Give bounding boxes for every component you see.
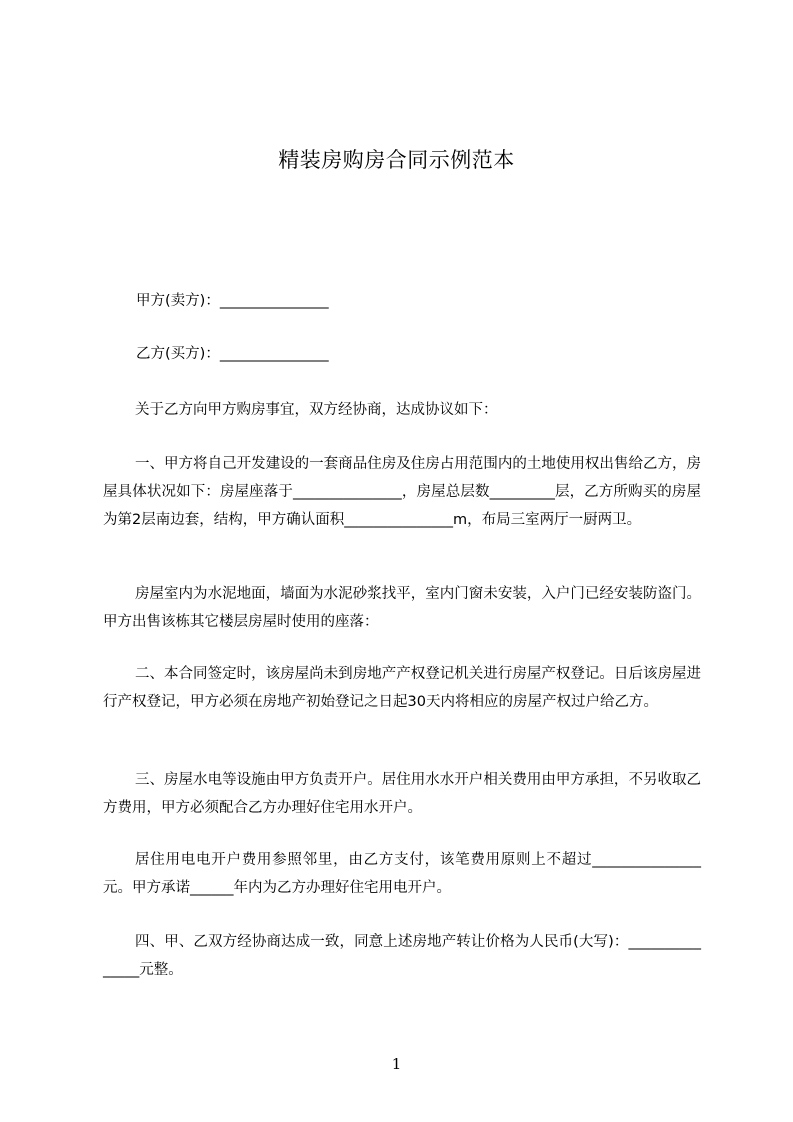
clause-4-paragraph: 四、甲、乙双方经协商达成一致，同意上述房地产转让价格为人民币(大写)：_______________元整。 — [103, 934, 701, 978]
clause-1-paragraph: 一、甲方将自己开发建设的一套商品住房及住房占用范围内的土地使用权出售给乙方，房屋具体状况如下：房屋座落于_______________，房屋总层数_________层，乙方所购买的房屋为第2层南边套，结构，甲方确认面积_______________m，布局三室两厅一厨两卫。 — [103, 456, 701, 528]
document-title: 精装房购房合同示例范本 — [278, 148, 515, 172]
intro-paragraph: 关于乙方向甲方购房事宜，双方经协商，达成协议如下： — [135, 402, 498, 418]
clause-1-detail-paragraph: 房屋室内为水泥地面，墙面为水泥砂浆找平，室内门窗未安装，入户门已经安装防盗门。甲方出售该栋其它楼层房屋时使用的座落： — [103, 586, 701, 630]
clause-2-paragraph: 二、本合同签定时，该房屋尚未到房地产产权登记机关进行房屋产权登记。日后该房屋进行产权登记，甲方必须在房地产初始登记之日起30天内将相应的房屋产权过户给乙方。 — [103, 666, 701, 710]
party-b-line: 乙方(买方)：_______________ — [136, 346, 329, 362]
page-number: 1 — [391, 1055, 402, 1073]
clause-3-detail-paragraph: 居住用电电开户费用参照邻里，由乙方支付，该笔费用原则上不超过_______________元。甲方承诺______年内为乙方办理好住宅用电开户。 — [103, 852, 701, 896]
clause-3-paragraph: 三、房屋水电等设施由甲方负责开户。居住用水水开户相关费用由甲方承担，不另收取乙方费用，甲方必须配合乙方办理好住宅用水开户。 — [103, 772, 701, 816]
party-a-line: 甲方(卖方)：_______________ — [136, 293, 329, 309]
